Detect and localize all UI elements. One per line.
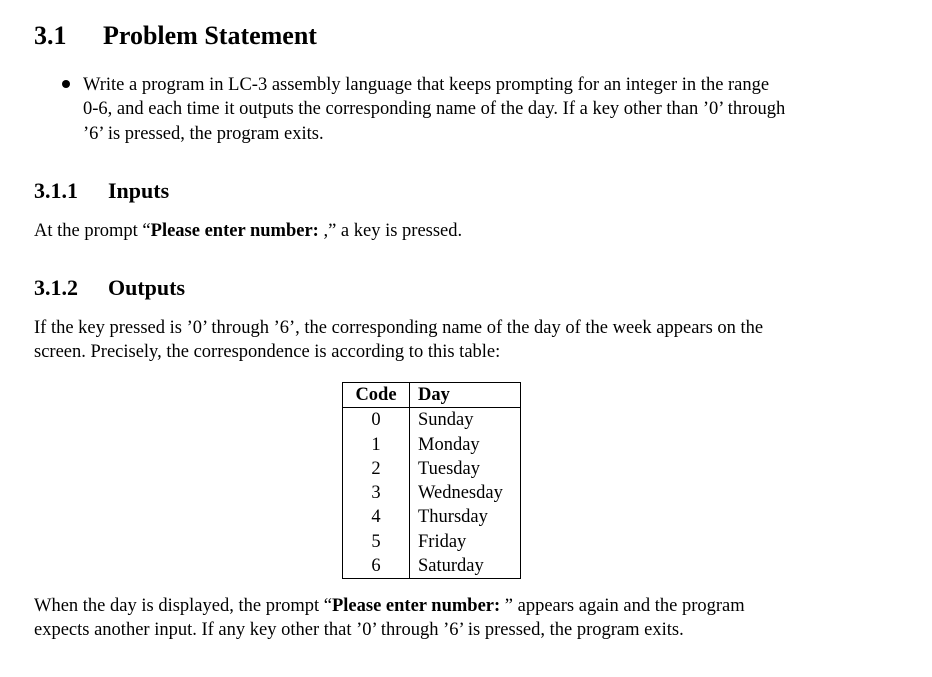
inputs-paragraph	[34, 221, 462, 242]
inputs-number: 3.1.1	[34, 178, 78, 203]
code-cell: 0	[343, 408, 410, 433]
table-row	[343, 530, 521, 554]
inputs-title: Inputs	[108, 178, 170, 203]
inputs-text-bold: Please enter number:	[150, 221, 324, 241]
table-row	[343, 457, 521, 481]
day-cell: Saturday	[418, 556, 484, 577]
outputs-line-1: If the key pressed is ’0’ through ’6’, the corresponding name of the day of the week appears on the	[34, 318, 764, 338]
day-cell: Tuesday	[418, 458, 481, 479]
outputs-line-2: screen. Precisely, the correspondence is according to this table:	[34, 342, 501, 362]
closing-text-bold: Please enter number:	[331, 596, 505, 616]
outputs-number: 3.1.2	[34, 275, 78, 300]
section-title: Problem Statement	[103, 21, 317, 50]
closing-text-post: ” appears again and the program	[504, 596, 745, 616]
code-cell: 2	[343, 457, 410, 481]
code-cell: 1	[343, 433, 410, 457]
inputs-text-post: ,” a key is pressed.	[323, 221, 463, 241]
bullet-line-2: 0-6, and each time it outputs the corresponding name of the day. If a key other than ’0’ through	[83, 99, 786, 119]
closing-text-pre: When the day is displayed, the prompt “	[34, 596, 332, 616]
day-cell: Monday	[418, 434, 480, 455]
closing-line-1	[34, 596, 745, 617]
day-cell: Friday	[418, 531, 467, 552]
day-cell: Thursday	[418, 507, 488, 528]
day-cell: Sunday	[418, 410, 474, 431]
table-row	[343, 408, 521, 433]
table-row	[343, 481, 521, 505]
table-header-row	[343, 383, 521, 408]
day-table	[342, 382, 521, 579]
code-cell: 4	[343, 505, 410, 529]
code-cell: 6	[343, 554, 410, 579]
day-cell: Wednesday	[418, 483, 503, 504]
section-number: 3.1	[34, 21, 67, 50]
bullet-dot	[62, 80, 70, 88]
table-row	[343, 505, 521, 529]
bullet-line-3: ’6’ is pressed, the program exits.	[83, 124, 324, 144]
closing-line-2: expects another input. If any key other that ’0’ through ’6’ is pressed, the program exits.	[34, 620, 684, 640]
code-header: Code	[343, 383, 410, 408]
outputs-title: Outputs	[108, 275, 186, 300]
inputs-text-pre: At the prompt “	[34, 221, 151, 241]
table-row	[343, 433, 521, 457]
code-cell: 5	[343, 530, 410, 554]
code-cell: 3	[343, 481, 410, 505]
day-header: Day	[410, 383, 521, 408]
table-row	[343, 554, 521, 579]
bullet-line-1: Write a program in LC-3 assembly language that keeps prompting for an integer in the range	[83, 75, 770, 95]
